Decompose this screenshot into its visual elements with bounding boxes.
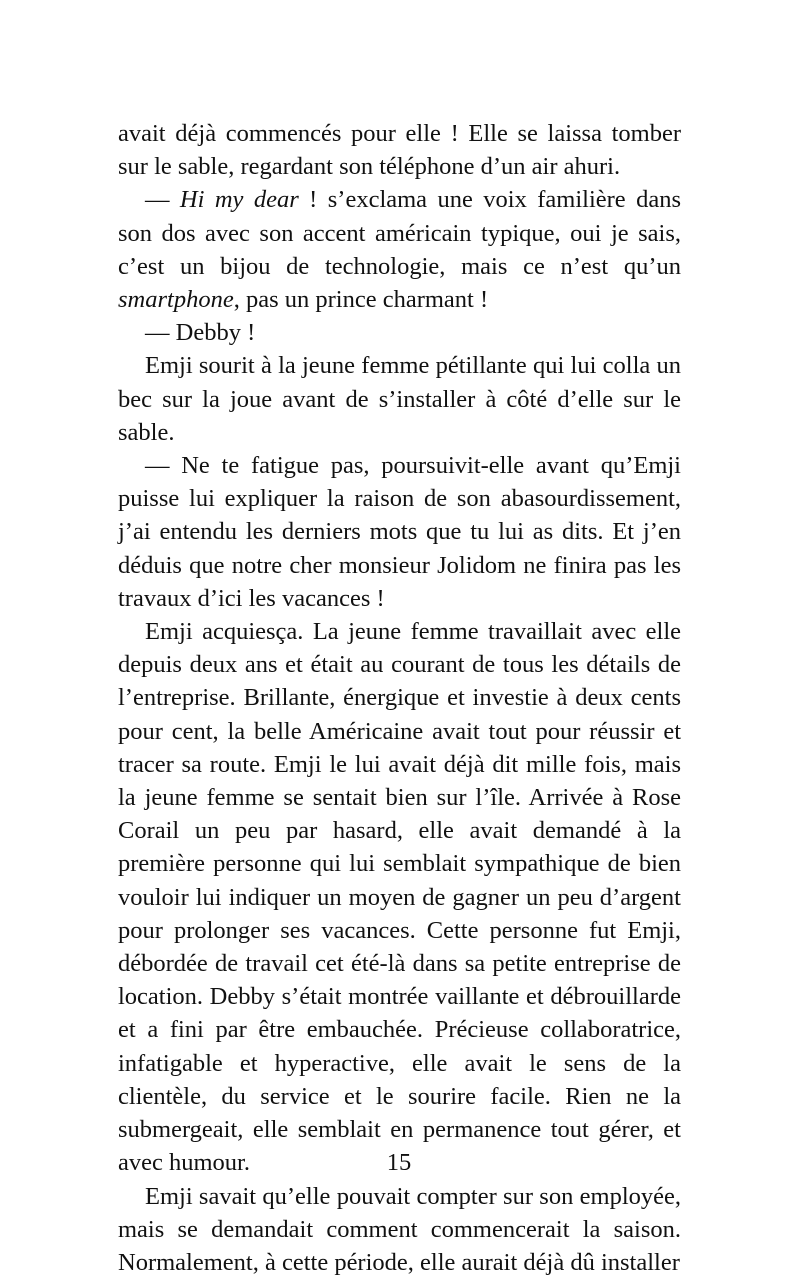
paragraph-3-text: — Debby ! xyxy=(145,319,255,346)
paragraph-5-text: — Ne te fatigue pas, poursuivit-elle avant qu’Emji puisse lui expliquer la raison de son abasourdissement, j’ai entendu les derniers mots que tu lui as dits. Et j’en déduis que notre cher monsieur Jolidom ne finira pas les travaux d’ici les vacances ! xyxy=(118,452,681,612)
paragraph-5 xyxy=(118,449,681,615)
page-number: 15 xyxy=(0,1146,798,1180)
paragraph-1 xyxy=(118,117,681,183)
paragraph-4-text: Emji sourit à la jeune femme pétillante qui lui colla un bec sur la joue avant de s’installer à côté d’elle sur le sable. xyxy=(118,352,681,445)
paragraph-4 xyxy=(118,349,681,449)
body-text xyxy=(118,117,681,1279)
paragraph-2-dash: — xyxy=(145,186,180,213)
paragraph-3 xyxy=(118,316,681,349)
paragraph-6-text: Emji acquiesça. La jeune femme travaillait avec elle depuis deux ans et était au courant de tous les détails de l’entreprise. Brillante, énergique et investie à deux cents pour cent, la belle Américaine avait tout pour réussir et tracer sa route. Emji le lui avait déjà dit mille fois, mais la jeune femme se sentait bien sur l’île. Arrivée à Rose Corail un peu par hasard, elle avait demandé à la première personne qui lui semblait sympathique de bien vouloir lui indiquer un moyen de gagner un peu d’argent pour prolonger ses vacances. Cette personne fut Emji, débordée de travail cet été-là dans sa petite entreprise de location. Debby s’était montrée vaillante et débrouillarde et a fini par être embauchée. Précieuse collaboratrice, infatigable et hyperactive, elle avait le sens de la clientèle, du service et le sourire facile. Rien ne la submergeait, elle semblait en permanence tout gérer, et avec humour. xyxy=(118,618,681,1176)
paragraph-7 xyxy=(118,1180,681,1279)
paragraph-2-italic-smartphone: smartphone xyxy=(118,286,234,313)
paragraph-2-text: ! s’exclama une voix familière dans son dos avec son accent américain typique, oui je sais, c’est un bijou de technologie, mais ce n’est qu’un xyxy=(118,186,681,279)
paragraph-2-text-end: , pas un prince charmant ! xyxy=(234,286,488,313)
paragraph-2-italic-greeting: Hi my dear xyxy=(180,186,299,213)
paragraph-2 xyxy=(118,183,681,316)
paragraph-7-text: Emji savait qu’elle pouvait compter sur son employée, mais se demandait comment commencerait la saison. Normalement, à cette période, elle aurait déjà dû installer xyxy=(118,1183,681,1276)
paragraph-1-text: avait déjà commencés pour elle ! Elle se laissa tomber sur le sable, regardant son téléphone d’un air ahuri. xyxy=(118,120,681,180)
paragraph-6 xyxy=(118,615,681,1179)
